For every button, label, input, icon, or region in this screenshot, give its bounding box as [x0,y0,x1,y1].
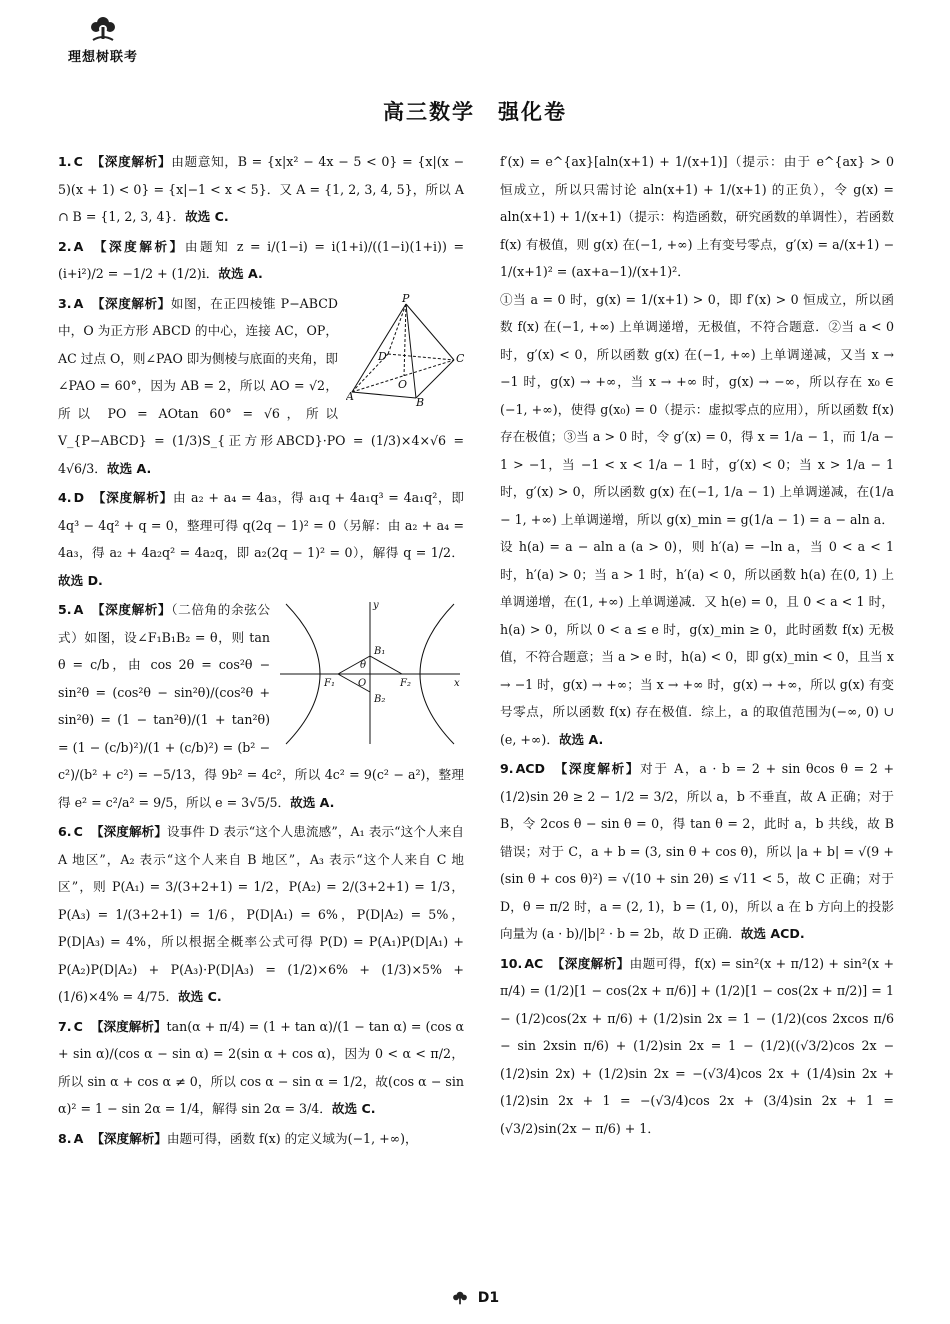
answer-key: AC [524,955,544,971]
solution-item-7 [58,1013,464,1123]
conclusion: 故选 ACD. [740,926,805,941]
page-title: 高三数学 强化卷 [383,100,567,124]
solution-text: tan(α + π/4) = (1 + tan α)/(1 − tan α) = (cos α + sin α)/(cos α − sin α) = 2(sin α + cos α)，因为 0 < α < π/2，所以 sin α + cos α ≠ 0，所以 cos α − sin α = 1/2，故(cos α − sin α)² = 1 − sin 2α = 1/4，解得 sin 2α = 3/4． [58,1018,465,1116]
answer-key: C [73,154,83,169]
analysis-tag: 【深度解析】 [91,1130,167,1146]
answer-key: A [73,238,84,254]
solution-text: 由题知 z = i/(1−i) = i(1+i)/((1−i)(1+i)) = (i+i²)/2 = −1/2 + (1/2)i． [58,238,465,281]
analysis-tag: 【深度解析】 [90,154,172,169]
solution-item-9 [500,755,894,948]
solution-item-4 [58,484,464,594]
solution-text: （二倍角的余弦公式）如图，设∠F₁B₁B₂ = θ，则 tan θ = c/b，由 cos 2θ = cos²θ − sin²θ = (cos²θ − sin²θ)/(cos²θ + sin²θ) = (1 − tan²θ)/(1 + tan²θ) = (1 − (c/b)²)/(1 + (c/b)²) = (b² − c²)/(b² + c²) = −5/13，得 9b² = 4c²，所以 4c² = 9(c² − a²)，整理得 e² = c²/a² = 9/5，所以 e = 3√5/5． [58,602,464,810]
analysis-tag: 【深度解析】 [553,761,641,776]
tree-logo-icon [88,14,118,42]
answer-key: A [73,295,84,311]
label-P: P [402,293,410,305]
answer-key: ACD [515,761,546,776]
solution-item-2 [58,233,464,288]
solution-item-8-continued [500,148,894,753]
solution-text: 由题可得，f(x) = sin²(x + π/12) + sin²(x + π/4) = (1/2)[1 − cos(2x + π/6)] + (1/2)[1 − cos(2x + π/2)] = 1 − (1/2)cos(2x + π/6) + (1/2)sin 2x = 1 − (1/2)(cos 2xcos π/6 − sin 2xsin π/6) + (1/2)sin 2x = 1 − (1/2)((√3/2)cos 2x − (1/2)sin 2x) + (1/2)sin 2x = −(√3/4)cos 2x + (1/4)sin 2x + (1/2)sin 2x + 1 = −(√3/4)cos 2x + (3/4)sin 2x + 1 = (√3/2)sin(2x − π/6) + 1． [500,955,894,1136]
answer-key: A [73,1130,84,1146]
item-number: 4. [58,490,72,505]
analysis-tag: 【深度解析】 [90,824,167,839]
solution-text: 对于 A，a · b = 2 + sin θcos θ = 2 + (1/2)sin 2θ ≥ 2 − 1/2 = 3/2，所以 a，b 不垂直，故 A 正确；对于 B，令 2cos θ − sin θ = 0，得 tan θ = 2，此时 a，b 共线，故 B 错误；对于 C，a + b = (3, sin θ + cos θ)，所以 |a + b| = √(9 + (sin θ + cos θ)²) = √(10 + sin 2θ) ≤ √11 < 5，故 C 正确；对于 D，θ = π/2 时，a = (2, 1)，b = (1, 0)，所以 a 在 b 方向上的投影向量为 (a · b)/|b|² · b = 2b，故 D 正确． [500,761,894,941]
conclusion: 故选 A. [290,794,335,810]
label-B2: B₂ [374,694,386,705]
answer-key: C [73,1018,83,1034]
label-x: x [454,678,460,689]
item-number: 5. [58,602,72,617]
hyperbola-figure [276,598,464,746]
item-number: 2. [58,238,72,254]
solution-text: f′(x) = e^{ax}[aln(x+1) + 1/(x+1)]（提示：由于 e^{ax} > 0 恒成立，所以只需讨论 aln(x+1) + 1/(x+1) 的正负），令 g(x) = aln(x+1) + 1/(x+1)（提示：构造函数，研究函数的单调性），若函数 f(x) 有极值，则 g(x) 在(−1, +∞) 上有变号零点，g′(x) = a/(x+1) − 1/(x+1)² = (ax+a−1)/(x+1)²． [500,154,894,279]
solution-text: 由题意知，B = {x|x² − 4x − 5 < 0} = {x|(x − 5)(x + 1) < 0} = {x|−1 < x < 5}．又 A = {1, 2, 3, 4, 5}，所以 A ∩ B = {1, 2, 3, 4}． [58,154,464,224]
solution-item-3 [58,290,464,483]
label-A: A [346,389,354,403]
solution-item-10 [500,950,894,1143]
label-C: C [456,351,464,365]
analysis-tag: 【深度解析】 [91,295,171,311]
item-number: 1. [58,154,72,169]
analysis-tag: 【深度解析】 [90,1018,167,1034]
brand-name: 理想树联考 [67,50,138,65]
analysis-tag: 【深度解析】 [551,955,630,971]
brand-logo [58,14,148,65]
right-column [500,148,894,1144]
label-F1: F₁ [324,678,335,689]
solution-text: 由 a₂ + a₄ = 4a₃，得 a₁q + 4a₁q³ = 4a₁q²，即 4q³ − 4q² + q = 0，整理可得 q(2q − 1)² = 0（另解：由 a₂ + a₄ = 4a₃，得 a₂ + 4a₂q² = 4a₂q，即 a₂(2q − 1)² = 0），解得 q = 1/2． [58,490,465,560]
conclusion: 故选 C. [185,209,229,224]
item-number: 9. [500,761,514,776]
answer-key: A [73,602,84,617]
label-y: y [373,600,379,611]
conclusion: 故选 D. [58,572,103,588]
solution-text: ①当 a = 0 时，g(x) = 1/(x+1) > 0，即 f′(x) > 0 恒成立，所以函数 f(x) 在(−1, +∞) 上单调递增，无极值，不符合题意．②当 a < 0 时，g′(x) < 0，所以函数 g(x) 在(−1, +∞) 上单调递减，又当 x → −1 时，g(x) → +∞，当 x → +∞ 时，g(x) → −∞，所以存在 x₀ ∈ (−1, +∞)，使得 g(x₀) = 0（提示：虚拟零点的应用），所以函数 f(x) 存在极值；③当 a > 0 时，令 g′(x) = 0，得 x = 1/a − 1，而 1/a − 1 > −1，当 −1 < x < 1/a − 1 时，g′(x) < 0；当 x > 1/a − 1 时，g′(x) > 0，所以函数 g(x) 在(−1, 1/a − 1) 上单调递减，在(1/a − 1, +∞) 上单调递增，所以 g(x)_min = g(1/a − 1) = a − aln a．设 h(a) = a − aln a (a > 0)，则 h′(a) = −ln a，当 0 < a < 1 时，h′(a) > 0；当 a > 1 时，h′(a) < 0，所以函数 h(a) 在(0, 1) 上单调递增，在(1, +∞) 上单调递减．又 h(e) = 0，且 0 < a < 1 时，h(a) > 0，所以 0 < a ≤ e 时，g(x)_min ≥ 0，此时函数 f(x) 无极值，不符合题意；当 a > e 时，h(a) < 0，即 g(x)_min < 0，且当 x → −1 时，g(x) → +∞；当 x → +∞ 时，g(x) → +∞，所以 g(x) 有变号零点，所以函数 f(x) 存在极值．综上，a 的取值范围为(−∞, 0) ∪ (e, +∞)． [500,291,894,747]
analysis-tag: 【深度解析】 [91,602,172,617]
item-number: 8. [58,1130,72,1146]
conclusion: 故选 C. [331,1101,376,1116]
label-D: D [378,349,387,363]
solution-item-1 [58,148,464,231]
analysis-tag: 【深度解析】 [92,490,173,505]
answer-key: D [73,490,85,505]
pyramid-figure [346,294,464,406]
conclusion: 故选 C. [178,989,222,1004]
item-number: 7. [58,1018,72,1034]
answer-key: C [73,824,83,839]
solution-item-6 [58,818,464,1011]
page-number: D1 [477,1290,500,1306]
solution-item-5 [58,596,464,816]
label-theta: θ [360,660,367,671]
solution-text: 如图，在正四棱锥 P−ABCD 中，O 为正方形 ABCD 的中心，连接 AC，OP，AC 过点 O，则∠PAO 即为侧棱与底面的夹角，即∠PAO = 60°，因为 AB = 2，所以 AO = √2，所以 PO = AOtan 60° = √6，所以 V_{P−ABCD} = (1/3)S_{正方形ABCD}·PO = (1/3)×4×√6 = 4√6/3． [58,295,464,476]
label-B: B [416,395,425,406]
conclusion: 故选 A. [558,731,604,747]
conclusion: 故选 A. [218,266,263,281]
item-number: 6. [58,824,72,839]
solution-text: 设事件 D 表示“这个人患流感”，A₁ 表示“这个人来自 A 地区”，A₂ 表示“这个人来自 B 地区”，A₃ 表示“这个人来自 C 地区”，则 P(A₁) = 3/(3+2+1) = 1/2，P(A₂) = 2/(3+2+1) = 1/3，P(A₃) = 1/(3+2+1) = 1/6，P(D|A₁) = 6%，P(D|A₂) = 5%，P(D|A₃) = 4%，所以根据全概率公式可得 P(D) = P(A₁)P(D|A₁) + P(A₂)P(D|A₂) + P(A₃)·P(D|A₃) = (1/2)×6% + (1/3)×5% + (1/6)×4% = 4/75． [58,824,464,1004]
item-number: 3. [58,295,72,311]
label-O: O [398,377,408,391]
label-B1: B₁ [374,646,386,657]
item-number: 10. [500,955,523,971]
conclusion: 故选 A. [106,460,152,476]
analysis-tag: 【深度解析】 [91,238,185,254]
solution-item-8 [58,1125,464,1153]
solution-text: 由题可得，函数 f(x) 的定义域为(−1, +∞)， [166,1130,418,1146]
label-F2: F₂ [400,678,411,689]
page-footer [0,1290,950,1306]
label-O: O [358,678,367,689]
left-column [58,148,464,1154]
tree-logo-icon [451,1290,469,1306]
